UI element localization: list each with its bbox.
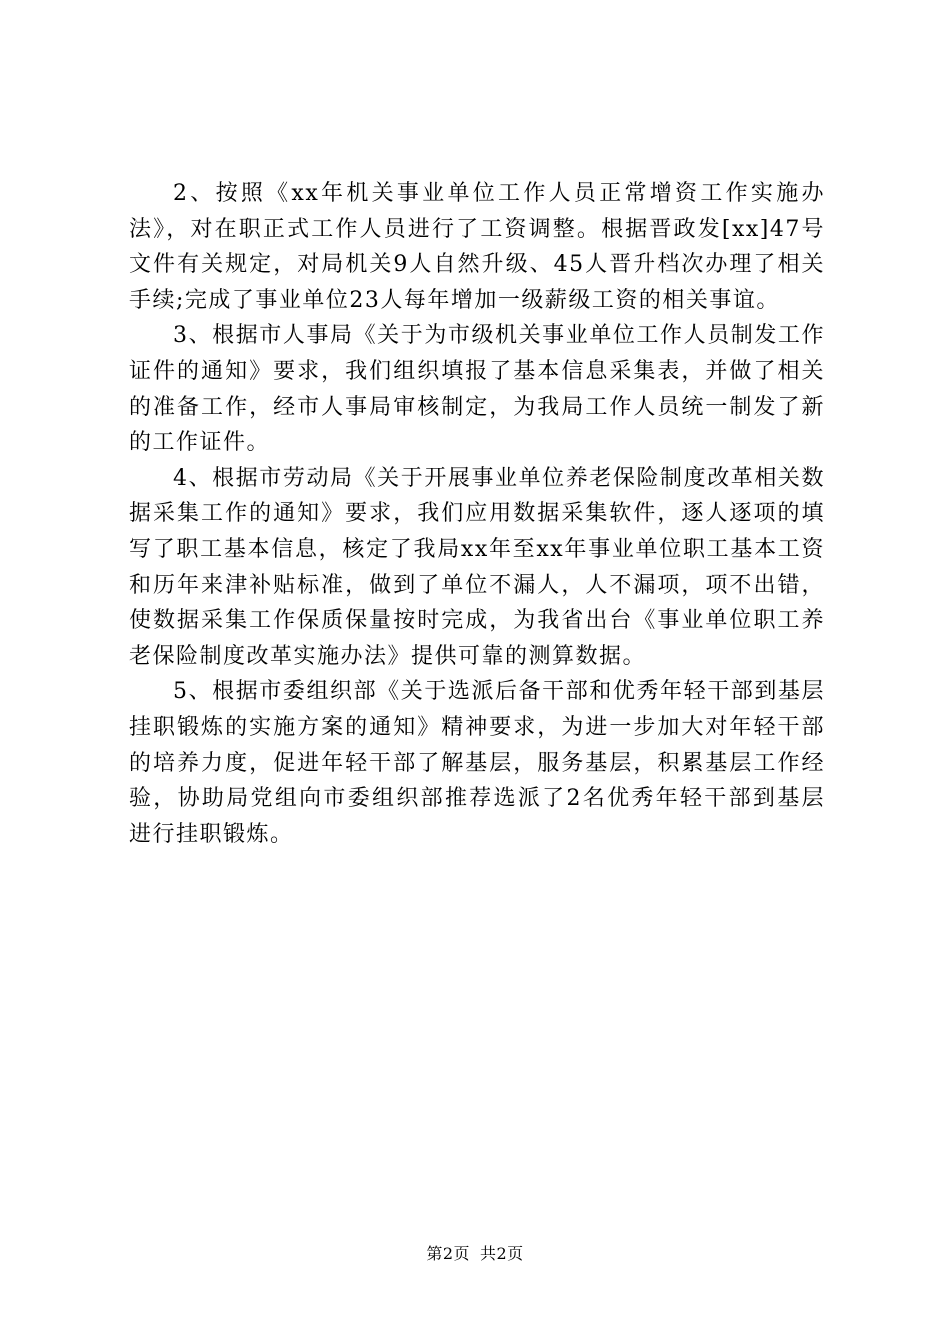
page-total-label: 共2页 xyxy=(480,1244,524,1263)
paragraph-item-4: 4、根据市劳动局《关于开展事业单位养老保险制度改革相关数据采集工作的通知》要求，我们应用数据采集软件，逐人逐项的填写了职工基本信息，核定了我局xx年至xx年事业单位职工基本工资和历年来津补贴标准，做到了单位不漏人，人不漏项，项不出错，使数据采集工作保质保量按时完成，为我省出台《事业单位职工养老保险制度改革实施办法》提供可靠的测算数据。 xyxy=(129,465,825,669)
document-body xyxy=(129,176,825,852)
page-number-label: 第2页 xyxy=(426,1244,470,1263)
paragraph-item-2: 2、按照《xx年机关事业单位工作人员正常增资工作实施办法》，对在职正式工作人员进行了工资调整。根据晋政发[xx]47号文件有关规定，对局机关9人自然升级、45人晋升档次办理了相关手续;完成了事业单位23人每年增加一级薪级工资的相关事谊。 xyxy=(129,181,825,313)
page-footer xyxy=(0,1244,950,1264)
paragraph-item-5: 5、根据市委组织部《关于选派后备干部和优秀年轻干部到基层挂职锻炼的实施方案的通知》精神要求，为进一步加大对年轻干部的培养力度，促进年轻干部了解基层，服务基层，积累基层工作经验，协助局党组向市委组织部推荐选派了2名优秀年轻干部到基层进行挂职锻炼。 xyxy=(129,679,825,847)
paragraph-item-3: 3、根据市人事局《关于为市级机关事业单位工作人员制发工作证件的通知》要求，我们组织填报了基本信息采集表，并做了相关的准备工作，经市人事局审核制定，为我局工作人员统一制发了新的工作证件。 xyxy=(129,323,825,456)
